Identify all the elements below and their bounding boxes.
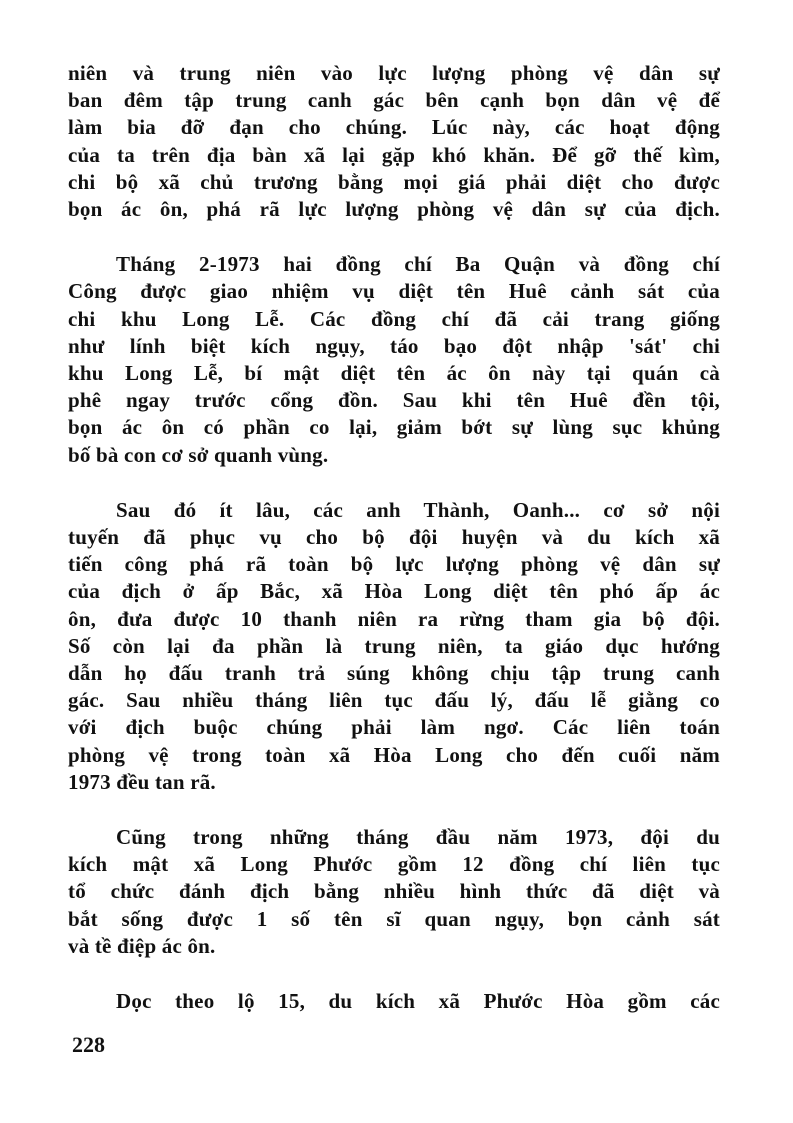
text-line: bắt sống được 1 số tên sĩ quan ngụy, bọn cảnh sát bbox=[68, 906, 720, 931]
text-line: bọn ác ôn, phá rã lực lượng phòng vệ dân sự của địch. bbox=[68, 197, 720, 222]
text-line: của ta trên địa bàn xã lại gặp khó khăn. Để gỡ thế kìm, bbox=[68, 142, 720, 167]
text-line: ôn, đưa được 10 thanh niên ra rừng tham gia bộ đội. bbox=[68, 606, 720, 631]
text-line: và tề điệp ác ôn. bbox=[68, 933, 216, 958]
paragraph-5 bbox=[68, 988, 720, 1015]
text-line: niên và trung niên vào lực lượng phòng vệ dân sự bbox=[68, 61, 720, 85]
text-line: tiến công phá rã toàn bộ lực lượng phòng vệ dân sự bbox=[68, 552, 720, 577]
body-text bbox=[68, 60, 720, 1043]
text-line: ban đêm tập trung canh gác bên cạnh bọn dân vệ để bbox=[68, 88, 720, 113]
text-line: Sau đó ít lâu, các anh Thành, Oanh... cơ sở nội bbox=[116, 497, 720, 522]
text-line: 1973 đều tan rã. bbox=[68, 769, 216, 794]
text-line: Dọc theo lộ 15, du kích xã Phước Hòa gồm các bbox=[116, 989, 720, 1014]
text-line: tuyến đã phục vụ cho bộ đội huyện và du kích xã bbox=[68, 525, 720, 550]
text-line: phê ngay trước cổng đồn. Sau khi tên Huê đền tội, bbox=[68, 388, 720, 413]
text-line: với địch buộc chúng phải làm ngơ. Các liên toán bbox=[68, 715, 720, 740]
text-line: Cũng trong những tháng đầu năm 1973, đội du bbox=[116, 825, 720, 850]
text-line: tổ chức đánh địch bằng nhiều hình thức đã diệt và bbox=[68, 879, 720, 904]
paragraph-4 bbox=[68, 824, 720, 960]
text-line: gác. Sau nhiều tháng liên tục đấu lý, đấu lễ giằng co bbox=[68, 688, 720, 713]
text-line: chi bộ xã chủ trương bằng mọi giá phải diệt cho được bbox=[68, 169, 720, 194]
text-line: bố bà con cơ sở quanh vùng. bbox=[68, 442, 329, 467]
text-line: dẫn họ đấu tranh trả súng không chịu tập trung canh bbox=[68, 661, 720, 686]
text-line: của địch ở ấp Bắc, xã Hòa Long diệt tên phó ấp ác bbox=[68, 579, 720, 604]
text-line: khu Long Lễ, bí mật diệt tên ác ôn này tại quán cà bbox=[68, 361, 720, 386]
text-line: làm bia đỡ đạn cho chúng. Lúc này, các hoạt động bbox=[68, 115, 720, 140]
page-number: 228 bbox=[72, 1032, 105, 1057]
text-line: Tháng 2-1973 hai đồng chí Ba Quận và đồng chí bbox=[116, 252, 720, 277]
text-line: kích mật xã Long Phước gồm 12 đồng chí liên tục bbox=[68, 852, 720, 877]
paragraph-2 bbox=[68, 251, 720, 469]
paragraph-1 bbox=[68, 60, 720, 223]
text-line: chi khu Long Lễ. Các đồng chí đã cải trang giống bbox=[68, 306, 720, 331]
text-line: Số còn lại đa phần là trung niên, ta giáo dục hướng bbox=[68, 633, 720, 658]
text-line: như lính biệt kích ngụy, táo bạo đột nhập 'sát' chi bbox=[68, 333, 720, 358]
text-line: phòng vệ trong toàn xã Hòa Long cho đến cuối năm bbox=[68, 742, 720, 767]
text-line: bọn ác ôn có phần co lại, giảm bớt sự lùng sục khủng bbox=[68, 415, 720, 440]
paragraph-3 bbox=[68, 497, 720, 796]
text-line: Công được giao nhiệm vụ diệt tên Huê cảnh sát của bbox=[68, 279, 720, 304]
